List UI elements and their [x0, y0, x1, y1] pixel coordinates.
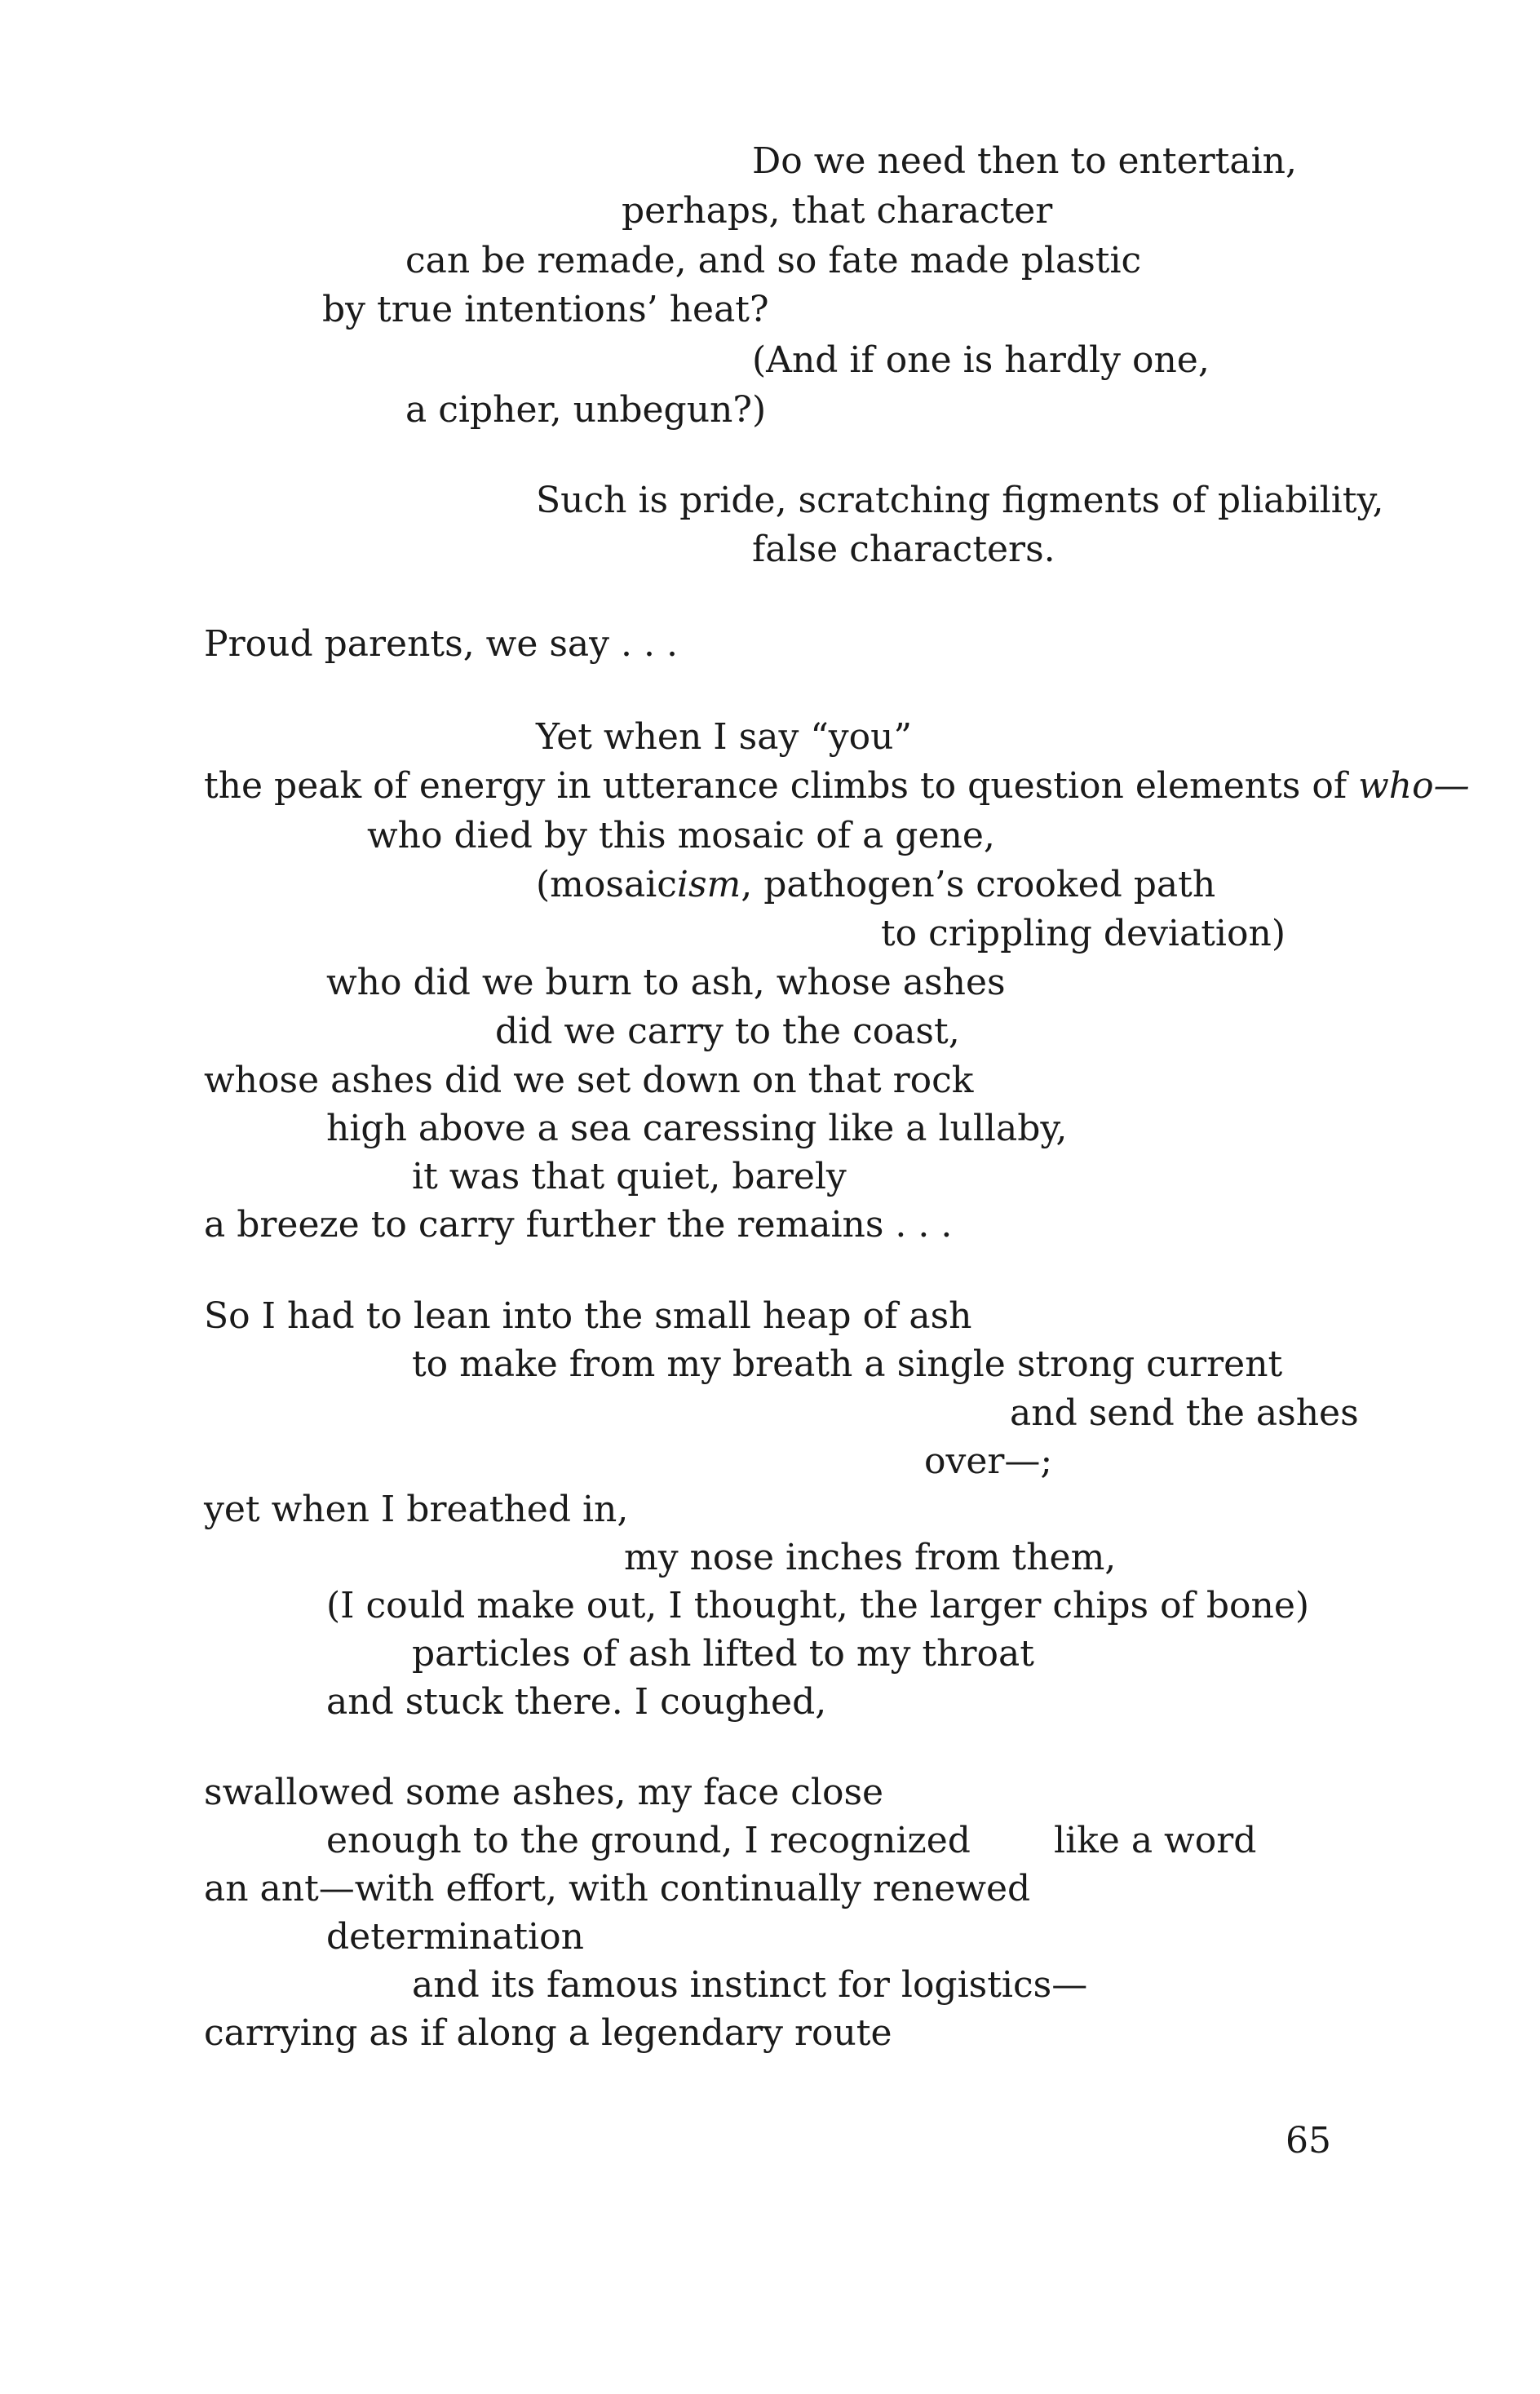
page-number: 65 — [1286, 2120, 1331, 2162]
poem-line: who died by this mosaic of a gene, — [367, 815, 995, 856]
poem-line: by true intentions’ heat? — [322, 289, 769, 330]
poem-line: my nose inches from them, — [624, 1537, 1117, 1578]
poem-line: Yet when I say “you” — [536, 716, 912, 758]
poem-line: and stuck there. I coughed, — [326, 1681, 827, 1723]
poem-line: swallowed some ashes, my face close — [204, 1772, 884, 1813]
poem-line: a breeze to carry further the remains . . . — [204, 1204, 953, 1246]
poem-line: whose ashes did we set down on that rock — [204, 1060, 974, 1101]
emphasis-word: who— — [1358, 765, 1470, 807]
poem-line: did we carry to the coast, — [495, 1011, 960, 1052]
poem-line: false characters. — [752, 529, 1055, 570]
poem-line-text: the peak of energy in utterance climbs to question elements of — [204, 765, 1348, 807]
poem-line: who did we burn to ash, whose ashes — [326, 962, 1006, 1003]
poem-line: over—; — [924, 1440, 1053, 1482]
poem-line — [204, 765, 1470, 807]
poem-line: (And if one is hardly one, — [752, 339, 1210, 381]
poem-line: perhaps, that character — [622, 190, 1053, 232]
poem-line: an ant—with effort, with continually renewed — [204, 1868, 1031, 1909]
poem-line: So I had to lean into the small heap of ash — [204, 1295, 972, 1337]
poem-line: to crippling deviation) — [881, 913, 1286, 954]
emphasis-word: ism — [676, 864, 741, 905]
poem-line: and send the ashes — [1010, 1392, 1359, 1434]
poem-line: high above a sea caressing like a lullaby, — [326, 1108, 1068, 1149]
poem-line: Such is pride, scratching figments of pliability, — [536, 480, 1384, 521]
poem-line: yet when I breathed in, — [204, 1489, 629, 1530]
poem-line: a cipher, unbegun?) — [405, 389, 767, 431]
poem-line-text: , pathogen’s crooked path — [741, 864, 1216, 905]
poem-line: to make from my breath a single strong current — [412, 1343, 1283, 1385]
poem-line: enough to the ground, I recognized — [326, 1820, 971, 1861]
poem-line: it was that quiet, barely — [412, 1156, 847, 1197]
poem-line: particles of ash lifted to my throat — [412, 1633, 1034, 1675]
poem-line: and its famous instinct for logistics— — [412, 1964, 1088, 2006]
poem-line: like a word — [1054, 1820, 1257, 1861]
poem-line — [536, 864, 1216, 905]
poem-line: Proud parents, we say . . . — [204, 623, 678, 665]
poem-line: determination — [326, 1916, 584, 1958]
poem-line-text: (mosaic — [536, 864, 677, 905]
poem-line: can be remade, and so fate made plastic — [405, 240, 1142, 281]
poem-line: carrying as if along a legendary route — [204, 2012, 892, 2054]
poem-line: Do we need then to entertain, — [752, 140, 1297, 182]
poem-line: (I could make out, I thought, the larger chips of bone) — [326, 1585, 1310, 1626]
